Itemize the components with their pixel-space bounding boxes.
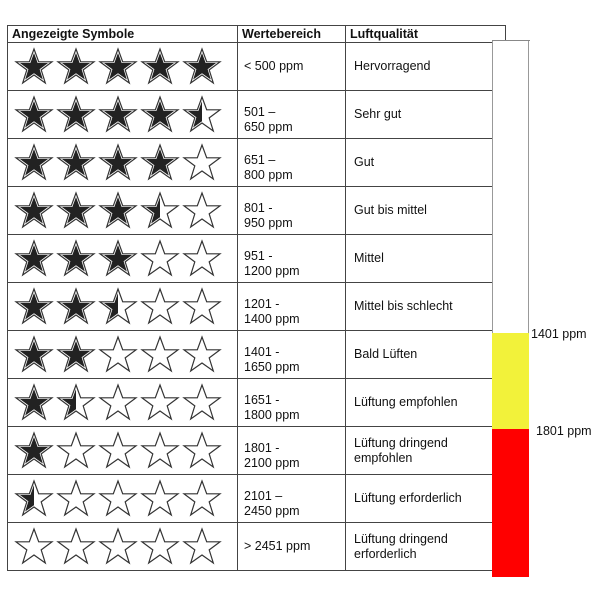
star-full-icon	[98, 143, 138, 183]
scale-bar-good	[492, 40, 529, 333]
star-full-icon	[56, 95, 96, 135]
range-text: 951 - 1200 ppm	[244, 248, 300, 278]
quality-text: Lüftung dringend empfohlen	[354, 435, 448, 465]
star-half-icon	[56, 383, 96, 423]
star-full-icon	[182, 47, 222, 87]
star-empty-icon	[140, 479, 180, 519]
quality-cell	[346, 475, 506, 523]
range-cell	[238, 187, 346, 235]
scale-bar-yellow	[492, 333, 529, 429]
star-full-icon	[98, 191, 138, 231]
star-empty-icon	[98, 383, 138, 423]
star-full-icon	[140, 95, 180, 135]
star-empty-icon	[98, 527, 138, 567]
star-empty-icon	[98, 479, 138, 519]
star-full-icon	[98, 239, 138, 279]
star-full-icon	[98, 95, 138, 135]
range-cell	[238, 43, 346, 91]
header-symbols: Angezeigte Symbole	[8, 26, 238, 43]
star-full-icon	[140, 47, 180, 87]
star-rating-cell	[8, 43, 238, 91]
range-cell	[238, 91, 346, 139]
table-row	[8, 427, 506, 475]
star-full-icon	[14, 239, 54, 279]
star-rating-cell	[8, 475, 238, 523]
quality-cell	[346, 379, 506, 427]
star-full-icon	[56, 47, 96, 87]
table-row	[8, 283, 506, 331]
star-empty-icon	[56, 479, 96, 519]
star-full-icon	[14, 143, 54, 183]
quality-cell	[346, 139, 506, 187]
star-empty-icon	[56, 431, 96, 471]
star-empty-icon	[182, 287, 222, 327]
star-full-icon	[98, 47, 138, 87]
threshold-label-yellow: 1401 ppm	[531, 327, 587, 341]
star-empty-icon	[182, 527, 222, 567]
quality-cell	[346, 523, 506, 571]
range-text: 801 - 950 ppm	[244, 200, 293, 230]
star-rating-cell	[8, 91, 238, 139]
table-header-row	[8, 26, 506, 43]
star-full-icon	[14, 47, 54, 87]
star-rating-cell	[8, 379, 238, 427]
star-half-icon	[140, 191, 180, 231]
star-full-icon	[56, 143, 96, 183]
star-full-icon	[56, 287, 96, 327]
star-empty-icon	[182, 335, 222, 375]
air-quality-table	[7, 25, 506, 571]
range-text: 1201 - 1400 ppm	[244, 296, 300, 326]
star-empty-icon	[140, 239, 180, 279]
star-rating-cell	[8, 331, 238, 379]
range-text: 2101 – 2450 ppm	[244, 488, 300, 518]
star-full-icon	[56, 239, 96, 279]
star-empty-icon	[140, 287, 180, 327]
table-row	[8, 331, 506, 379]
star-empty-icon	[98, 431, 138, 471]
star-full-icon	[14, 383, 54, 423]
range-cell	[238, 427, 346, 475]
table-row	[8, 523, 506, 571]
range-text: 501 – 650 ppm	[244, 104, 293, 134]
quality-cell	[346, 427, 506, 475]
quality-text: Bald Lüften	[354, 347, 418, 361]
star-half-icon	[98, 287, 138, 327]
star-empty-icon	[14, 527, 54, 567]
star-full-icon	[14, 95, 54, 135]
range-cell	[238, 283, 346, 331]
table-row	[8, 475, 506, 523]
table-row	[8, 379, 506, 427]
quality-cell	[346, 43, 506, 91]
star-full-icon	[14, 191, 54, 231]
star-full-icon	[14, 431, 54, 471]
threshold-label-red: 1801 ppm	[536, 424, 592, 438]
quality-text: Lüftung dringend erforderlich	[354, 531, 448, 561]
quality-cell	[346, 283, 506, 331]
star-half-icon	[14, 479, 54, 519]
quality-text: Mittel	[354, 251, 384, 265]
star-full-icon	[14, 287, 54, 327]
range-cell	[238, 475, 346, 523]
star-empty-icon	[140, 383, 180, 423]
star-rating-cell	[8, 427, 238, 475]
star-rating-cell	[8, 187, 238, 235]
star-empty-icon	[182, 431, 222, 471]
star-empty-icon	[140, 335, 180, 375]
range-cell	[238, 379, 346, 427]
quality-cell	[346, 235, 506, 283]
table-row	[8, 187, 506, 235]
table-row	[8, 235, 506, 283]
table-row	[8, 43, 506, 91]
star-full-icon	[140, 143, 180, 183]
star-empty-icon	[140, 431, 180, 471]
star-empty-icon	[182, 191, 222, 231]
star-empty-icon	[182, 383, 222, 423]
star-rating-cell	[8, 235, 238, 283]
range-text: < 500 ppm	[244, 59, 304, 73]
star-full-icon	[56, 191, 96, 231]
star-rating-cell	[8, 523, 238, 571]
star-full-icon	[14, 335, 54, 375]
scale-top-line	[492, 40, 530, 41]
range-cell	[238, 139, 346, 187]
table-row	[8, 91, 506, 139]
star-empty-icon	[182, 239, 222, 279]
star-empty-icon	[182, 143, 222, 183]
quality-text: Lüftung erforderlich	[354, 491, 462, 505]
table-row	[8, 139, 506, 187]
quality-text: Mittel bis schlecht	[354, 299, 453, 313]
quality-cell	[346, 331, 506, 379]
star-empty-icon	[182, 479, 222, 519]
quality-text: Lüftung empfohlen	[354, 395, 458, 409]
range-cell	[238, 235, 346, 283]
range-text: 651 – 800 ppm	[244, 152, 293, 182]
range-text: 1651 - 1800 ppm	[244, 392, 300, 422]
quality-text: Sehr gut	[354, 107, 402, 121]
quality-text: Hervorragend	[354, 59, 431, 73]
range-cell	[238, 331, 346, 379]
range-cell	[238, 523, 346, 571]
star-rating-cell	[8, 139, 238, 187]
range-text: 1401 - 1650 ppm	[244, 344, 300, 374]
header-quality: Luftqualität	[346, 26, 506, 43]
star-empty-icon	[56, 527, 96, 567]
scale-bar-red	[492, 429, 529, 577]
star-full-icon	[56, 335, 96, 375]
quality-cell	[346, 91, 506, 139]
quality-text: Gut	[354, 155, 375, 169]
star-empty-icon	[98, 335, 138, 375]
star-rating-cell	[8, 283, 238, 331]
star-half-icon	[182, 95, 222, 135]
star-empty-icon	[140, 527, 180, 567]
range-text: 1801 - 2100 ppm	[244, 440, 300, 470]
quality-cell	[346, 187, 506, 235]
quality-text: Gut bis mittel	[354, 203, 427, 217]
range-text: > 2451 ppm	[244, 539, 311, 553]
header-range: Wertebereich	[238, 26, 346, 43]
